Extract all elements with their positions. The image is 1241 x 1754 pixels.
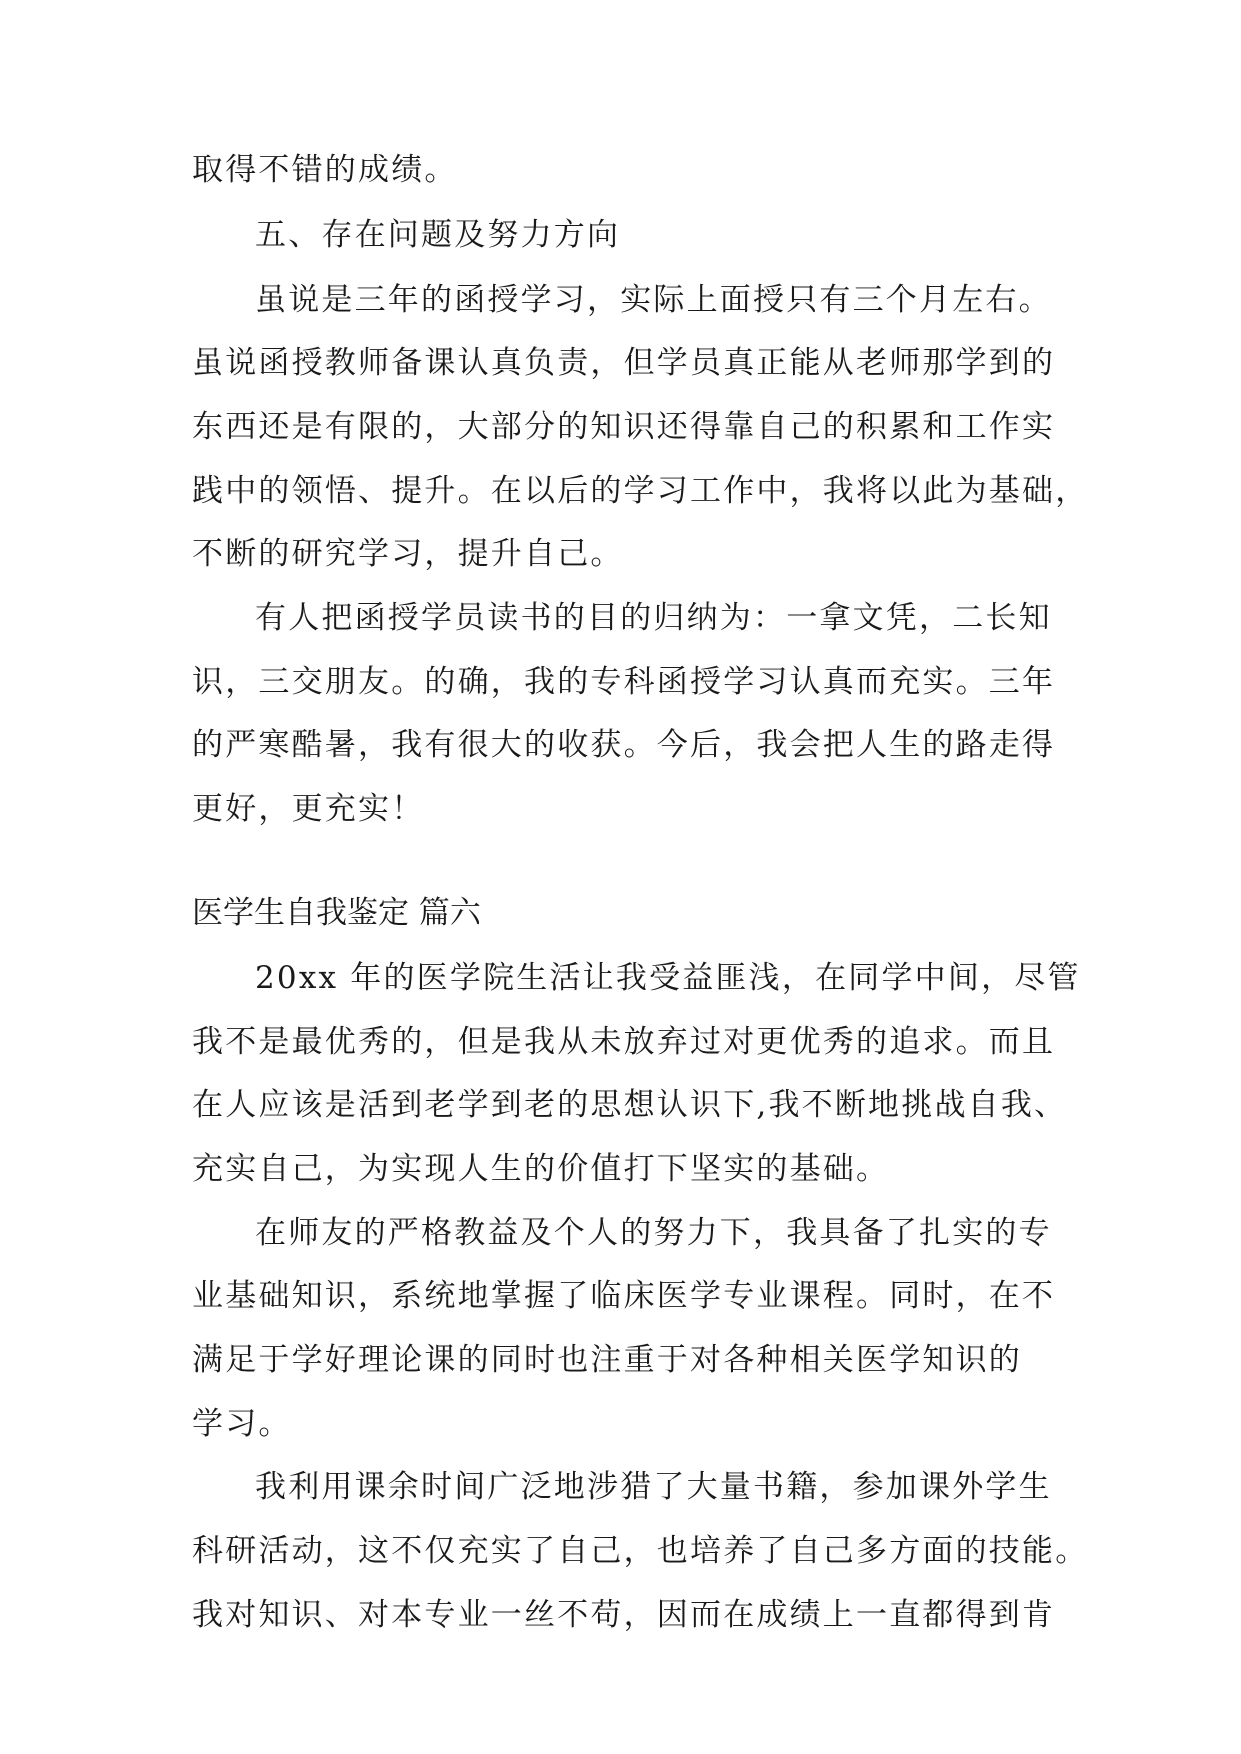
text-line: 我不是最优秀的，但是我从未放弃过对更优秀的追求。而且 <box>192 1024 1056 1060</box>
text-line: 虽说函授教师备课认真负责，但学员真正能从老师那学到的 <box>192 345 1056 381</box>
text-line: 在人应该是活到老学到老的思想认识下,我不断地挑战自我、 <box>192 1087 1068 1123</box>
text-line: 践中的领悟、提升。在以后的学习工作中，我将以此为基础， <box>192 473 1089 509</box>
subheading: 五、存在问题及努力方向 <box>255 217 621 253</box>
text-line: 的严寒酷暑，我有很大的收获。今后，我会把人生的路走得 <box>192 727 1056 763</box>
text-line: 我对知识、对本专业一丝不苟，因而在成绩上一直都得到肯 <box>192 1597 1056 1633</box>
text-line: 东西还是有限的，大部分的知识还得靠自己的积累和工作实 <box>192 409 1056 445</box>
text-line: 学习。 <box>192 1406 292 1442</box>
text-line: 业基础知识，系统地掌握了临床医学专业课程。同时，在不 <box>192 1278 1056 1314</box>
text-line: 在师友的严格教益及个人的努力下，我具备了扎实的专 <box>255 1215 1052 1251</box>
text-line: 科研活动，这不仅充实了自己，也培养了自己多方面的技能。 <box>192 1533 1089 1569</box>
text-line: 识，三交朋友。的确，我的专科函授学习认真而充实。三年 <box>192 664 1056 700</box>
text-line: 虽说是三年的函授学习，实际上面授只有三个月左右。 <box>255 282 1052 318</box>
text-line: 我利用课余时间广泛地涉猎了大量书籍，参加课外学生 <box>255 1469 1052 1505</box>
text-line: 有人把函授学员读书的目的归纳为：一拿文凭，二长知 <box>255 600 1052 636</box>
text-line: 满足于学好理论课的同时也注重于对各种相关医学知识的 <box>192 1342 1022 1378</box>
text-line: 充实自己，为实现人生的价值打下坚实的基础。 <box>192 1151 890 1187</box>
section-title: 医学生自我鉴定 篇六 <box>192 895 481 931</box>
text-line: 更好，更充实！ <box>192 791 425 827</box>
text-line: 取得不错的成绩。 <box>192 152 458 188</box>
text-line: 20xx 年的医学院生活让我受益匪浅，在同学中间，尽管 <box>255 960 1081 996</box>
text-line: 不断的研究学习，提升自己。 <box>192 536 624 572</box>
